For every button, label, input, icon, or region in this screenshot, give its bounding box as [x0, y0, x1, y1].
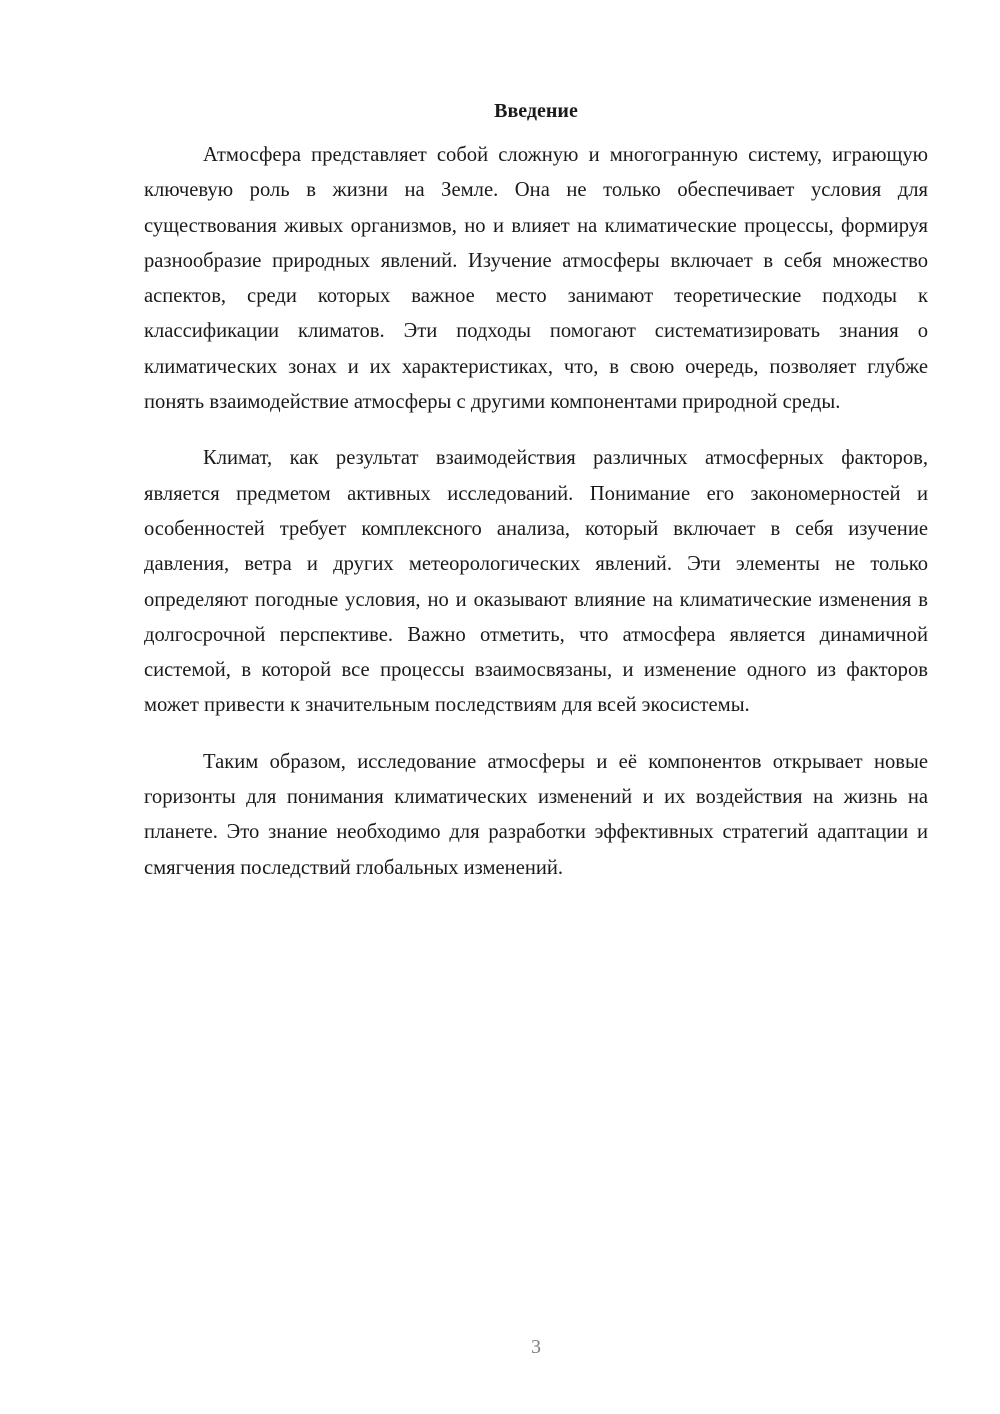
page-content	[144, 98, 928, 907]
page-number: 3	[531, 1336, 541, 1358]
paragraph-3: Таким образом, исследование атмосферы и её компонентов открывает новые горизонты для понимания климатических изменений и их воздействия на жизнь на планете. Это знание необходимо для разработки эффективных стратегий адаптации и смягчения последствий глобальных изменений.	[144, 750, 928, 879]
paragraph-2: Климат, как результат взаимодействия различных атмосферных факторов, является предметом активных исследований. Понимание его закономерностей и особенностей требует комплексного анализа, который включает в себя изучение давления, ветра и других метеорологических явлений. Эти элементы не только определяют погодные условия, но и оказывают влияние на климатические изменения в долгосрочной перспективе. Важно отметить, что атмосфера является динамичной системой, в которой все процессы взаимосвязаны, и изменение одного из факторов может привести к значительным последствиям для всей экосистемы.	[144, 447, 928, 717]
paragraph-1: Атмосфера представляет собой сложную и многогранную систему, играющую ключевую роль в жизни на Земле. Она не только обеспечивает условия для существования живых организмов, но и влияет на климатические процессы, формируя разнообразие природных явлений. Изучение атмосферы включает в себя множество аспектов, среди которых важное место занимают теоретические подходы к классификации климатов. Эти подходы помогают систематизировать знания о климатических зонах и их характеристиках, что, в свою очередь, позволяет глубже понять взаимодействие атмосферы с другими компонентами природной среды.	[144, 144, 928, 414]
section-title: Введение	[494, 100, 578, 122]
